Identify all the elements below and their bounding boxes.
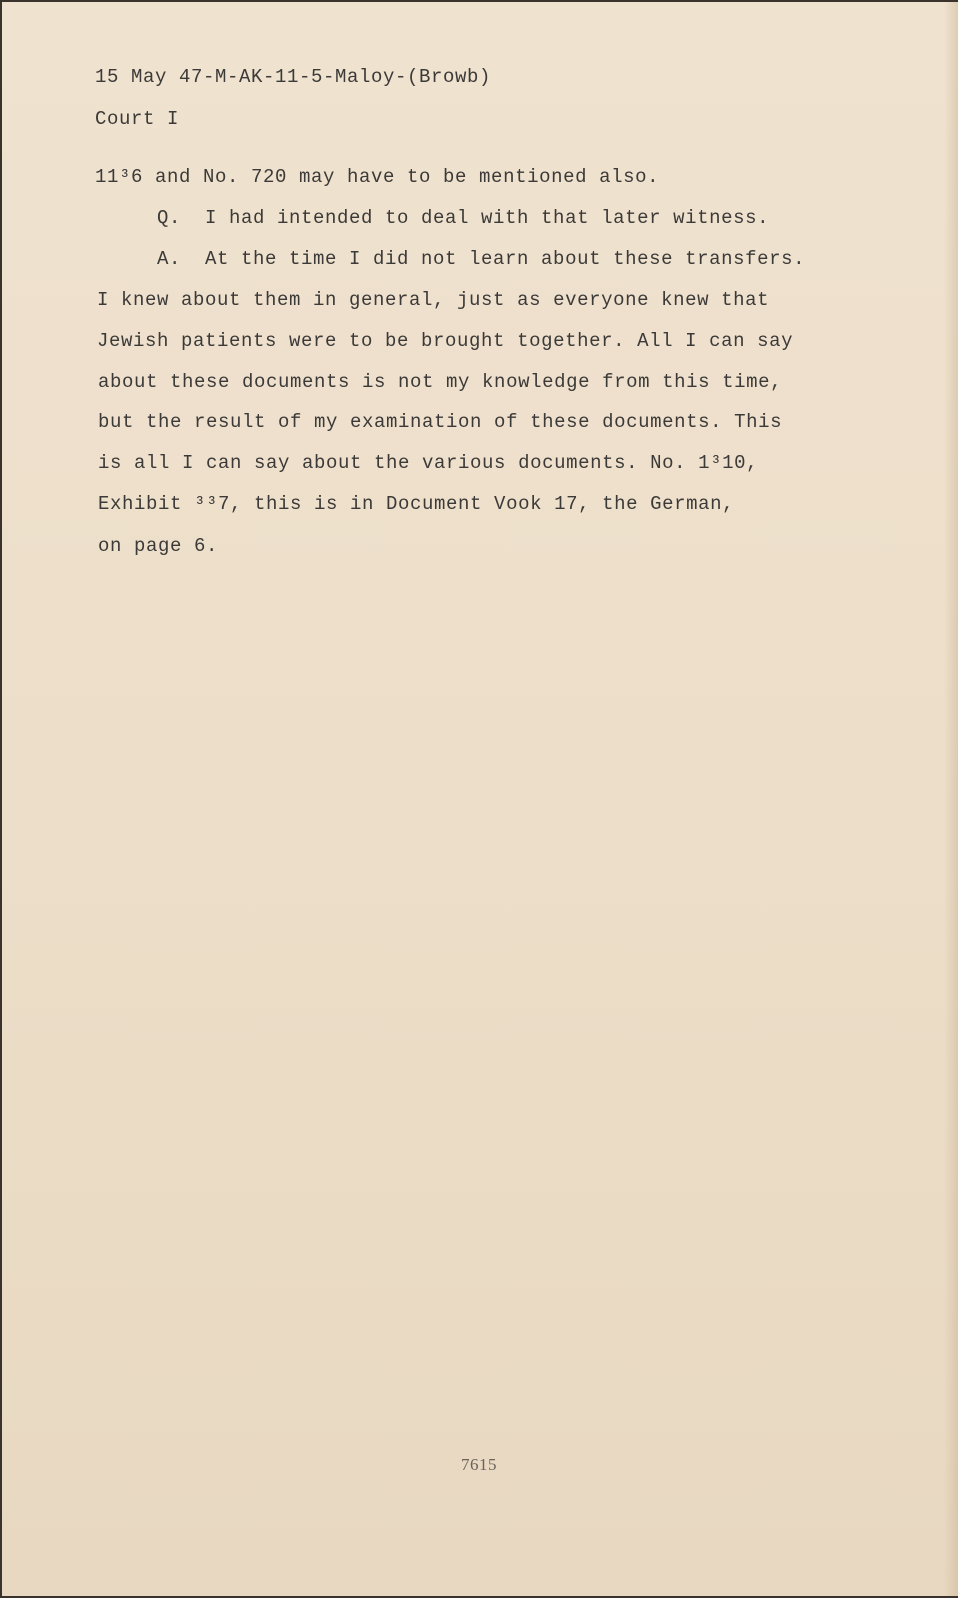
page-number: 7615	[461, 1455, 497, 1474]
text-line: Jewish patients were to be brought together. All I can say	[97, 330, 794, 352]
answer-line: A. At the time I did not learn about these transfers.	[157, 248, 806, 270]
text-line: on page 6.	[98, 535, 219, 557]
court-label: Court I	[95, 108, 180, 130]
question-line: Q. I had intended to deal with that later witness.	[157, 207, 770, 229]
text-line: 11³6 and No. 720 may have to be mentioned also.	[95, 166, 660, 188]
text-line: is all I can say about the various documents. No. 1³10,	[98, 452, 759, 474]
page-edge-shadow	[944, 2, 958, 1596]
text-line: Exhibit ³³7, this is in Document Vook 17, the German,	[98, 493, 735, 515]
text-line: I knew about them in general, just as everyone knew that	[97, 289, 770, 311]
text-line: about these documents is not my knowledge from this time,	[98, 371, 783, 393]
text-line: but the result of my examination of these documents. This	[98, 411, 783, 433]
document-header: 15 May 47-M-AK-11-5-Maloy-(Browb)	[95, 66, 492, 88]
